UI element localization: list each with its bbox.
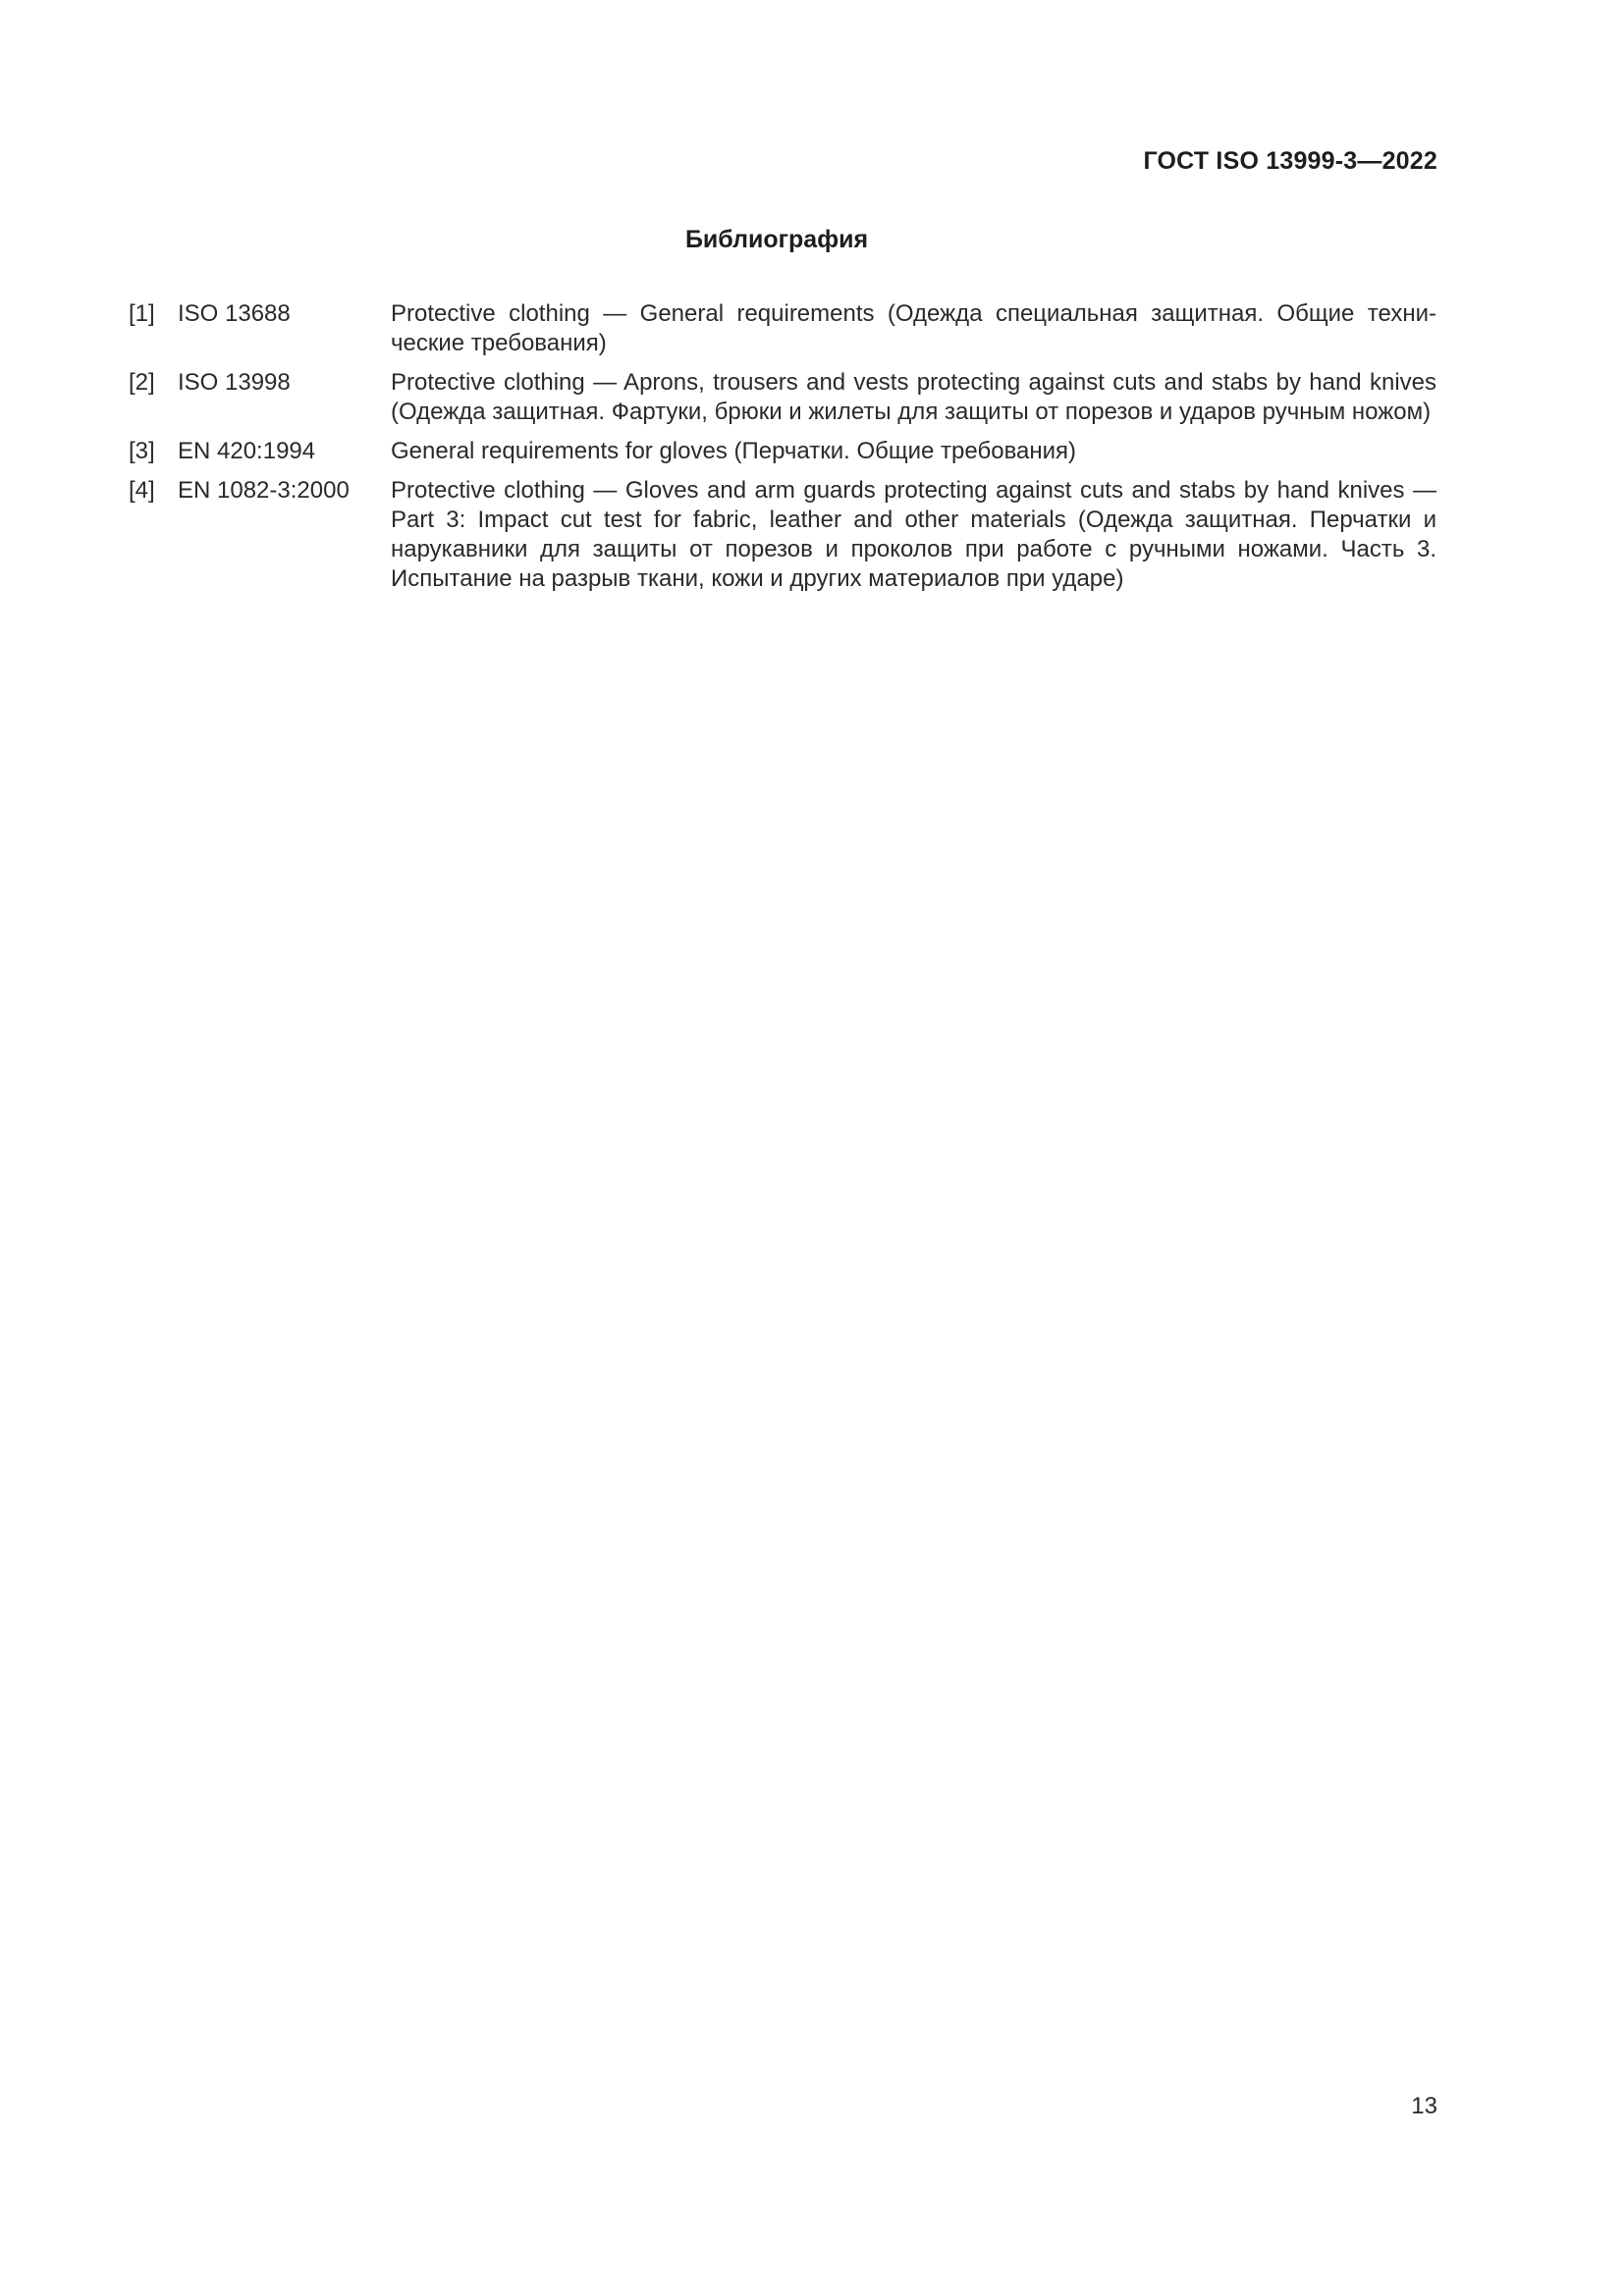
document-code: ГОСТ ISO 13999-3—2022 <box>1143 147 1437 175</box>
bibliography-entry <box>129 476 1436 594</box>
entry-standard: ISO 13688 <box>178 300 291 327</box>
section-title: Библиография <box>684 226 869 253</box>
entry-title: Protective clothing — Gloves and arm guards protecting against cuts and stabs by hand knives — Part 3: Impact cut test for fabric, leather and other materials (Одежда защитная. Перчатки и нарукавники для защиты от порезов и проколов при работе с ручными ножами. Часть 3. Испытание на разрыв ткани, кожи и других материалов при ударе) <box>391 477 1436 592</box>
entry-number: [2] <box>129 369 155 396</box>
bibliography-list <box>129 299 1436 604</box>
entry-title: Protective clothing — General requirements (Одежда специальная защитная. Общие технические требования) <box>391 300 1436 356</box>
entry-number: [1] <box>129 300 155 327</box>
entry-title: General requirements for gloves (Перчатки. Общие требования) <box>391 438 1077 464</box>
entry-standard: EN 420:1994 <box>178 438 316 464</box>
entry-number: [4] <box>129 477 155 504</box>
page-number: 13 <box>1411 2093 1437 2119</box>
bibliography-entry <box>129 437 1436 466</box>
entry-title: Protective clothing — Aprons, trousers and vests protecting against cuts and stabs by hand knives (Одежда защитная. Фартуки, брюки и жилеты для защиты от порезов и ударов ручным ножом) <box>391 369 1436 425</box>
bibliography-entry <box>129 368 1436 427</box>
entry-number: [3] <box>129 438 155 464</box>
bibliography-entry <box>129 299 1436 358</box>
entry-standard: EN 1082-3:2000 <box>178 477 350 504</box>
entry-standard: ISO 13998 <box>178 369 291 396</box>
